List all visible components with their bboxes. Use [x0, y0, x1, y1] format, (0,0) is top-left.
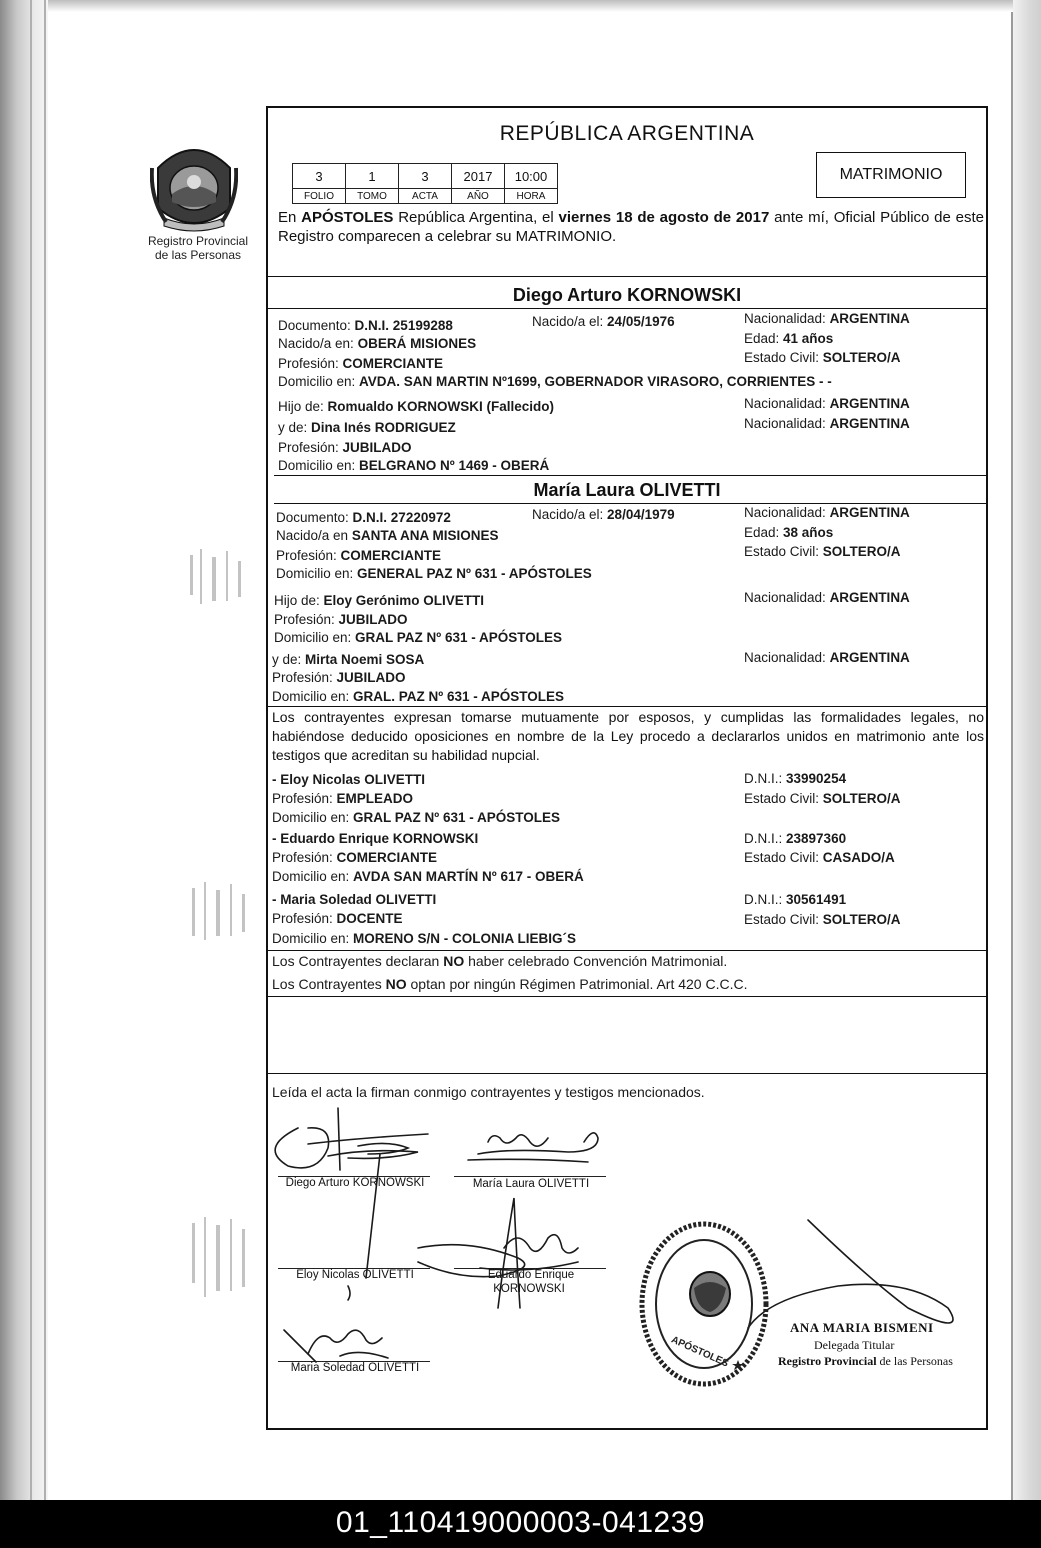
acta-label: ACTA	[399, 189, 452, 204]
intro-date: viernes 18 de agosto de 2017	[558, 209, 770, 226]
bride-birthplace: Nacido/a en SANTA ANA MISIONES	[276, 528, 499, 543]
divider	[268, 950, 986, 951]
witness-1-address: Domicilio en: GRAL PAZ Nº 631 - APÓSTOLES	[272, 810, 561, 825]
groom-birth-date: Nacido/a el: 24/05/1976	[532, 314, 675, 329]
bride-age: Edad: 38 años	[744, 525, 834, 540]
divider	[268, 996, 986, 997]
witness-3-dni: D.N.I.: 30561491	[744, 892, 847, 907]
document-title: REPÚBLICA ARGENTINA	[499, 122, 755, 145]
bride-document: Documento: D.N.I. 27220972	[276, 510, 451, 525]
bride-father-nationality: Nacionalidad: ARGENTINA	[744, 590, 910, 605]
scan-smudge-1	[186, 545, 256, 615]
groom-father-nationality: Nacionalidad: ARGENTINA	[744, 396, 910, 411]
groom-name: Diego Arturo KORNOWSKI	[512, 285, 742, 305]
intro-text-2: República Argentina, el	[393, 209, 559, 226]
tomo-label: TOMO	[346, 189, 399, 204]
signature-name-witness-2: Eduardo Enrique	[487, 1269, 575, 1281]
signature-name-bride: María Laura OLIVETTI	[472, 1178, 590, 1190]
crest-emblem-icon	[150, 138, 238, 234]
witness-3-address: Domicilio en: MORENO S/N - COLONIA LIEBIG´S	[272, 931, 577, 946]
divider	[268, 308, 986, 309]
witness-2-profession: Profesión: COMERCIANTE	[272, 850, 438, 865]
regime-line-1: Los Contrayentes declaran NO haber celebrado Convención Matrimonial.	[272, 953, 728, 969]
bride-birth-date: Nacido/a el: 28/04/1979	[532, 507, 675, 522]
witness-1-profession: Profesión: EMPLEADO	[272, 791, 414, 806]
province-crest	[146, 138, 250, 262]
official-role: Delegada Titular	[814, 1338, 895, 1352]
scan-file-code: 01_110419000003-041239	[335, 1506, 706, 1539]
witness-2-dni: D.N.I.: 23897360	[744, 831, 847, 846]
crest-caption: Registro Provincial de las Personas	[147, 234, 249, 262]
scan-footer-bar	[0, 1500, 1041, 1548]
document-type-box	[816, 152, 966, 198]
groom-father: Hijo de: Romualdo KORNOWSKI (Fallecido)	[278, 399, 555, 414]
folio-label: FOLIO	[293, 189, 346, 204]
binding-edge-left	[0, 0, 48, 1500]
witness-1-dni: D.N.I.: 33990254	[744, 771, 847, 786]
scan-smudge-3	[186, 1215, 256, 1305]
groom-profession: Profesión: COMERCIANTE	[278, 356, 444, 371]
divider	[268, 706, 986, 707]
year-value: 2017	[452, 164, 505, 189]
groom-nationality: Nacionalidad: ARGENTINA	[744, 311, 910, 326]
bride-profession: Profesión: COMERCIANTE	[276, 548, 442, 563]
bride-civil-status: Estado Civil: SOLTERO/A	[744, 544, 901, 559]
year-label: AÑO	[452, 189, 505, 204]
bride-father: Hijo de: Eloy Gerónimo OLIVETTI	[274, 593, 485, 608]
signature-name-witness-1: Eloy Nicolas OLIVETTI	[296, 1269, 414, 1281]
bride-signature	[468, 1133, 598, 1162]
declaration-paragraph: Los contrayentes expresan tomarse mutuamente por esposos, y cumplidas las formalidades legales, no habiéndose deducido oposiciones en nombre de la Ley procedo a declararlos unidos en matrimonio ante los testigos que acreditan su habilidad nupcial.	[272, 709, 984, 763]
signature-line-bride	[454, 1176, 606, 1177]
regime-line-2: Los Contrayentes NO optan por ningún Régimen Patrimonial. Art 420 C.C.C.	[272, 976, 748, 992]
official-signature	[748, 1220, 953, 1328]
divider	[274, 503, 986, 504]
witness-3-civil-status: Estado Civil: SOLTERO/A	[744, 912, 901, 927]
witness-2-address: Domicilio en: AVDA SAN MARTÍN Nº 617 - OBERÁ	[272, 869, 584, 884]
groom-civil-status: Estado Civil: SOLTERO/A	[744, 350, 901, 365]
groom-parents-address: Domicilio en: BELGRANO Nº 1469 - OBERÁ	[278, 458, 550, 473]
witness-3-signature	[284, 1330, 388, 1362]
official-office: Registro Provincial de las Personas	[778, 1354, 953, 1368]
divider	[274, 475, 986, 476]
witness-2-name: - Eduardo Enrique KORNOWSKI	[272, 831, 479, 846]
intro-paragraph	[278, 208, 984, 246]
groom-mother-nationality: Nacionalidad: ARGENTINA	[744, 416, 910, 431]
registry-index-table	[292, 163, 558, 204]
groom-birthplace: Nacido/a en: OBERÁ MISIONES	[278, 336, 477, 351]
document-type: MATRIMONIO	[839, 166, 943, 183]
bride-nationality: Nacionalidad: ARGENTINA	[744, 505, 910, 520]
groom-address: Domicilio en: AVDA. SAN MARTIN Nº1699, GOBERNADOR VIRASORO, CORRIENTES - -	[278, 374, 832, 389]
hour-label: HORA	[505, 189, 558, 204]
signing-statement: Leída el acta la firman conmigo contrayentes y testigos mencionados.	[272, 1084, 705, 1100]
bride-father-address: Domicilio en: GRAL PAZ Nº 631 - APÓSTOLES	[274, 630, 563, 645]
acta-value: 3	[399, 164, 452, 189]
bride-mother-nationality: Nacionalidad: ARGENTINA	[744, 650, 910, 665]
signature-name-witness-2-surname: KORNOWSKI	[493, 1283, 565, 1295]
signature-name-groom: Diego Arturo KORNOWSKI	[285, 1177, 425, 1189]
witness-3-name: - Maria Soledad OLIVETTI	[272, 892, 437, 907]
official-name: ANA MARIA BISMENI	[790, 1320, 934, 1335]
bride-mother: y de: Mirta Noemi SOSA	[272, 652, 425, 667]
scan-top-shadow	[48, 0, 1013, 12]
scan-smudge-2	[186, 880, 256, 950]
seal-text: APÓSTOLES	[669, 1334, 731, 1370]
tomo-value: 1	[346, 164, 399, 189]
handwritten-signatures	[268, 108, 986, 1428]
folio-value: 3	[293, 164, 346, 189]
registry-stamp-seal	[642, 1224, 766, 1384]
witness-3-profession: Profesión: DOCENTE	[272, 911, 403, 926]
intro-text-1: En	[278, 209, 302, 226]
divider	[268, 1073, 986, 1074]
bride-address: Domicilio en: GENERAL PAZ Nº 631 - APÓSTOLES	[276, 566, 592, 581]
groom-mother: y de: Dina Inés RODRIGUEZ	[278, 420, 456, 435]
bride-name: María Laura OLIVETTI	[533, 480, 721, 500]
divider	[268, 276, 986, 277]
hour-value: 10:00	[505, 164, 558, 189]
bride-mother-profession: Profesión: JUBILADO	[272, 670, 406, 685]
marriage-record	[266, 106, 988, 1430]
signature-name-witness-3: Maria Soledad OLIVETTI	[290, 1362, 420, 1374]
bride-father-profession: Profesión: JUBILADO	[274, 612, 408, 627]
bride-mother-address: Domicilio en: GRAL. PAZ Nº 631 - APÓSTOLES	[272, 689, 564, 704]
witness-1-civil-status: Estado Civil: SOLTERO/A	[744, 791, 901, 806]
intro-text-3: ante mí, Oficial Público de este Registro comparecen a celebrar su MATRIMONIO.	[278, 209, 985, 245]
groom-parents-profession: Profesión: JUBILADO	[278, 440, 412, 455]
groom-age: Edad: 41 años	[744, 331, 834, 346]
binding-edge-right	[1011, 0, 1041, 1500]
witness-2-civil-status: Estado Civil: CASADO/A	[744, 850, 895, 865]
witness-1-name: - Eloy Nicolas OLIVETTI	[272, 772, 426, 787]
groom-document: Documento: D.N.I. 25199288	[278, 318, 453, 333]
intro-place: APÓSTOLES	[301, 209, 394, 226]
groom-signature	[275, 1108, 428, 1170]
